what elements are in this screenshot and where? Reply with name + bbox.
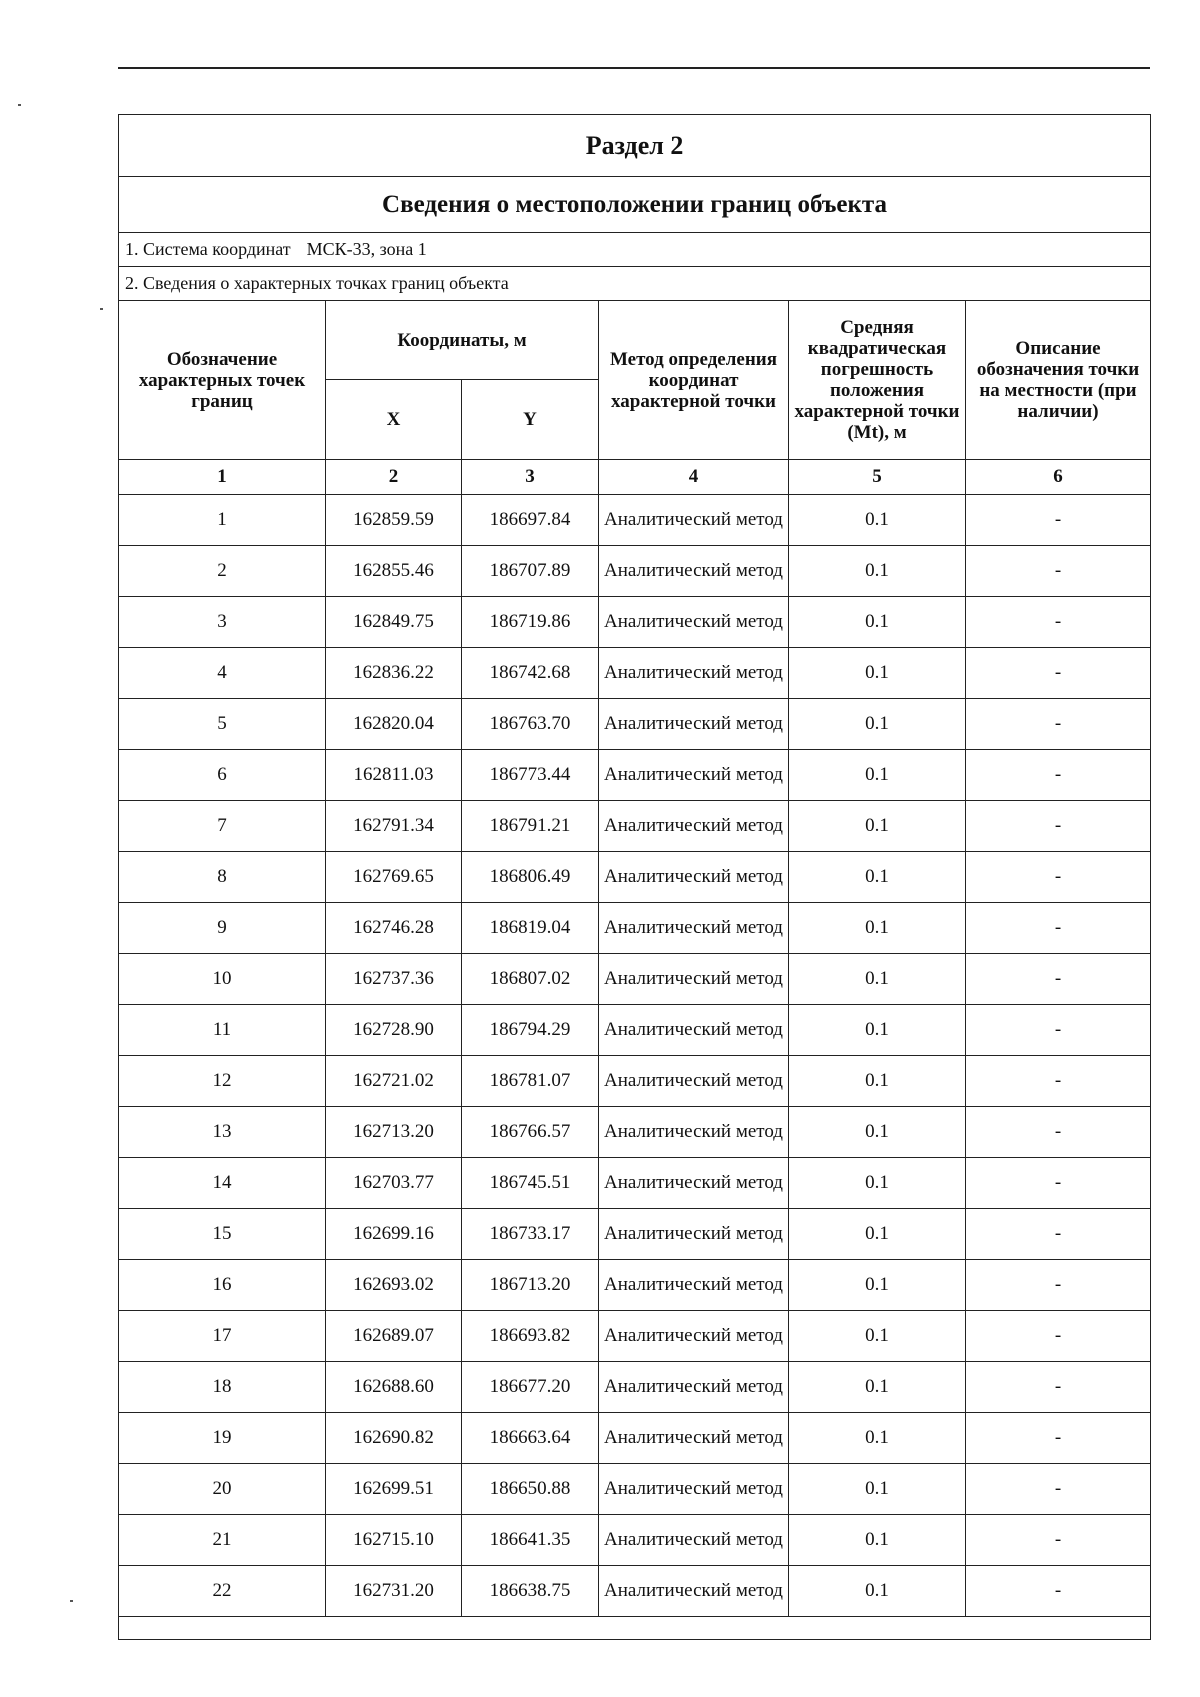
- method-cell: [599, 648, 789, 699]
- closing-empty-row: [119, 1617, 1151, 1640]
- margin-mark: [70, 1600, 73, 1602]
- point-number-cell: 4: [119, 648, 326, 699]
- coord-x-cell: 162703.77: [326, 1158, 462, 1209]
- header-method: Метод определения координат характерной точки: [599, 301, 789, 460]
- coord-y-cell: 186677.20: [462, 1362, 599, 1413]
- method-line: Аналитический метод: [604, 662, 783, 683]
- method-cell: [599, 954, 789, 1005]
- table-row: [119, 597, 1151, 648]
- mt-cell: 0.1: [789, 750, 966, 801]
- table-row: [119, 1158, 1151, 1209]
- point-number-cell: 1: [119, 495, 326, 546]
- mt-cell: 0.1: [789, 1158, 966, 1209]
- point-number-cell: 2: [119, 546, 326, 597]
- description-cell: -: [966, 1413, 1151, 1464]
- description-cell: -: [966, 597, 1151, 648]
- header-x: X: [326, 380, 462, 460]
- coord-x-cell: 162836.22: [326, 648, 462, 699]
- point-number-cell: 7: [119, 801, 326, 852]
- method-line: Аналитический метод: [604, 1478, 783, 1499]
- description-cell: -: [966, 1464, 1151, 1515]
- method-line: Аналитический метод: [604, 560, 783, 581]
- description-cell: -: [966, 954, 1151, 1005]
- coord-x-cell: 162859.59: [326, 495, 462, 546]
- mt-cell: 0.1: [789, 1311, 966, 1362]
- empty-cell: [119, 1617, 1151, 1640]
- coord-y-cell: 186745.51: [462, 1158, 599, 1209]
- coord-y-cell: 186763.70: [462, 699, 599, 750]
- coord-x-cell: 162769.65: [326, 852, 462, 903]
- method-line: Аналитический метод: [604, 968, 783, 989]
- column-number: 5: [789, 460, 966, 495]
- coord-y-cell: 186742.68: [462, 648, 599, 699]
- mt-cell: 0.1: [789, 495, 966, 546]
- method-cell: [599, 1158, 789, 1209]
- method-cell: [599, 1311, 789, 1362]
- method-line: Аналитический метод: [604, 1070, 783, 1091]
- point-number-cell: 20: [119, 1464, 326, 1515]
- table-row: [119, 546, 1151, 597]
- point-number-cell: 8: [119, 852, 326, 903]
- section-subtitle: Сведения о местоположении границ объекта: [119, 177, 1151, 233]
- point-number-cell: 5: [119, 699, 326, 750]
- description-cell: -: [966, 1158, 1151, 1209]
- table-row: [119, 1464, 1151, 1515]
- header-coordinates: Координаты, м: [326, 301, 599, 380]
- method-cell: [599, 801, 789, 852]
- point-number-cell: 17: [119, 1311, 326, 1362]
- method-cell: [599, 1464, 789, 1515]
- coord-x-cell: 162855.46: [326, 546, 462, 597]
- mt-cell: 0.1: [789, 1107, 966, 1158]
- coord-x-cell: 162715.10: [326, 1515, 462, 1566]
- method-cell: [599, 546, 789, 597]
- coord-x-cell: 162713.20: [326, 1107, 462, 1158]
- coord-x-cell: 162820.04: [326, 699, 462, 750]
- description-cell: -: [966, 546, 1151, 597]
- method-cell: [599, 495, 789, 546]
- method-line: Аналитический метод: [604, 1172, 783, 1193]
- coord-y-cell: 186807.02: [462, 954, 599, 1005]
- mt-cell: 0.1: [789, 852, 966, 903]
- mt-cell: 0.1: [789, 546, 966, 597]
- method-cell: [599, 1362, 789, 1413]
- coord-y-cell: 186641.35: [462, 1515, 599, 1566]
- section-title: Раздел 2: [119, 115, 1151, 177]
- mt-cell: 0.1: [789, 1056, 966, 1107]
- header-error: Средняя квадратическая погрешность положения характерной точки (Mt), м: [789, 301, 966, 460]
- header-y: Y: [462, 380, 599, 460]
- coord-x-cell: 162728.90: [326, 1005, 462, 1056]
- description-cell: -: [966, 750, 1151, 801]
- table-row: [119, 852, 1151, 903]
- point-number-cell: 9: [119, 903, 326, 954]
- coord-y-cell: 186766.57: [462, 1107, 599, 1158]
- margin-mark: [18, 104, 21, 106]
- mt-cell: 0.1: [789, 1005, 966, 1056]
- table-row: [119, 750, 1151, 801]
- coord-x-cell: 162721.02: [326, 1056, 462, 1107]
- description-cell: -: [966, 1362, 1151, 1413]
- method-cell: [599, 903, 789, 954]
- method-cell: [599, 1005, 789, 1056]
- description-cell: -: [966, 1515, 1151, 1566]
- coord-y-cell: 186733.17: [462, 1209, 599, 1260]
- method-line: Аналитический метод: [604, 1376, 783, 1397]
- column-number: 3: [462, 460, 599, 495]
- method-line: Аналитический метод: [604, 815, 783, 836]
- method-cell: [599, 1413, 789, 1464]
- table-row: [119, 1311, 1151, 1362]
- method-line: Аналитический метод: [604, 509, 783, 530]
- point-number-cell: 19: [119, 1413, 326, 1464]
- column-number: 4: [599, 460, 789, 495]
- method-cell: [599, 1260, 789, 1311]
- description-cell: -: [966, 1107, 1151, 1158]
- coord-y-cell: 186697.84: [462, 495, 599, 546]
- column-number: 6: [966, 460, 1151, 495]
- point-number-cell: 14: [119, 1158, 326, 1209]
- table-row: [119, 1413, 1151, 1464]
- description-cell: -: [966, 1260, 1151, 1311]
- mt-cell: 0.1: [789, 1464, 966, 1515]
- mt-cell: 0.1: [789, 597, 966, 648]
- mt-cell: 0.1: [789, 801, 966, 852]
- coord-y-cell: 186638.75: [462, 1566, 599, 1617]
- description-cell: -: [966, 1056, 1151, 1107]
- table-row: [119, 495, 1151, 546]
- description-cell: -: [966, 699, 1151, 750]
- coord-y-cell: 186707.89: [462, 546, 599, 597]
- table-row: [119, 1362, 1151, 1413]
- mt-cell: 0.1: [789, 1413, 966, 1464]
- method-line: Аналитический метод: [604, 1121, 783, 1142]
- coord-system-line: [119, 233, 1151, 267]
- column-number: 1: [119, 460, 326, 495]
- point-number-cell: 13: [119, 1107, 326, 1158]
- coord-x-cell: 162689.07: [326, 1311, 462, 1362]
- mt-cell: 0.1: [789, 954, 966, 1005]
- method-cell: [599, 1566, 789, 1617]
- coord-x-cell: 162849.75: [326, 597, 462, 648]
- description-cell: -: [966, 852, 1151, 903]
- method-line: Аналитический метод: [604, 1274, 783, 1295]
- coord-x-cell: 162690.82: [326, 1413, 462, 1464]
- coord-y-cell: 186819.04: [462, 903, 599, 954]
- point-number-cell: 18: [119, 1362, 326, 1413]
- table-row: [119, 801, 1151, 852]
- boundary-points-sheet: [118, 114, 1151, 1640]
- coord-x-cell: 162737.36: [326, 954, 462, 1005]
- point-number-cell: 15: [119, 1209, 326, 1260]
- method-line: Аналитический метод: [604, 1580, 783, 1601]
- method-cell: [599, 852, 789, 903]
- coord-y-cell: 186713.20: [462, 1260, 599, 1311]
- header-description: Описание обозначения точки на местности (при наличии): [966, 301, 1151, 460]
- table-row: [119, 1209, 1151, 1260]
- method-line: Аналитический метод: [604, 1529, 783, 1550]
- method-line: Аналитический метод: [604, 917, 783, 938]
- table-row: [119, 1056, 1151, 1107]
- coord-system-value: МСК-33, зона 1: [306, 239, 427, 259]
- method-line: Аналитический метод: [604, 764, 783, 785]
- table-row: [119, 903, 1151, 954]
- points-heading: 2. Сведения о характерных точках границ объекта: [119, 267, 1151, 301]
- point-number-cell: 3: [119, 597, 326, 648]
- coord-y-cell: 186791.21: [462, 801, 599, 852]
- coord-x-cell: 162699.16: [326, 1209, 462, 1260]
- coord-y-cell: 186663.64: [462, 1413, 599, 1464]
- coord-y-cell: 186693.82: [462, 1311, 599, 1362]
- point-number-cell: 22: [119, 1566, 326, 1617]
- table-row: [119, 699, 1151, 750]
- table-row: [119, 1260, 1151, 1311]
- point-number-cell: 6: [119, 750, 326, 801]
- mt-cell: 0.1: [789, 648, 966, 699]
- method-cell: [599, 1107, 789, 1158]
- table-row: [119, 1107, 1151, 1158]
- coord-x-cell: 162791.34: [326, 801, 462, 852]
- point-number-cell: 21: [119, 1515, 326, 1566]
- point-number-cell: 11: [119, 1005, 326, 1056]
- method-cell: [599, 597, 789, 648]
- method-line: Аналитический метод: [604, 1223, 783, 1244]
- description-cell: -: [966, 1311, 1151, 1362]
- header-designation: Обозначение характерных точек границ: [119, 301, 326, 460]
- coord-y-cell: 186806.49: [462, 852, 599, 903]
- method-cell: [599, 750, 789, 801]
- coord-y-cell: 186773.44: [462, 750, 599, 801]
- coord-y-cell: 186781.07: [462, 1056, 599, 1107]
- top-rule: [118, 67, 1150, 69]
- description-cell: -: [966, 648, 1151, 699]
- description-cell: -: [966, 1566, 1151, 1617]
- method-line: Аналитический метод: [604, 1325, 783, 1346]
- coord-x-cell: 162746.28: [326, 903, 462, 954]
- method-line: Аналитический метод: [604, 1427, 783, 1448]
- margin-mark: [100, 308, 103, 310]
- description-cell: -: [966, 801, 1151, 852]
- description-cell: -: [966, 1209, 1151, 1260]
- coord-x-cell: 162811.03: [326, 750, 462, 801]
- method-cell: [599, 1056, 789, 1107]
- mt-cell: 0.1: [789, 903, 966, 954]
- table-row: [119, 648, 1151, 699]
- mt-cell: 0.1: [789, 699, 966, 750]
- mt-cell: 0.1: [789, 1260, 966, 1311]
- coord-x-cell: 162699.51: [326, 1464, 462, 1515]
- coord-y-cell: 186794.29: [462, 1005, 599, 1056]
- coord-system-label: 1. Система координат: [125, 239, 291, 259]
- method-line: Аналитический метод: [604, 611, 783, 632]
- mt-cell: 0.1: [789, 1515, 966, 1566]
- method-line: Аналитический метод: [604, 866, 783, 887]
- table-row: [119, 1515, 1151, 1566]
- column-number-row: [119, 460, 1151, 495]
- mt-cell: 0.1: [789, 1362, 966, 1413]
- coord-x-cell: 162731.20: [326, 1566, 462, 1617]
- method-cell: [599, 1209, 789, 1260]
- description-cell: -: [966, 903, 1151, 954]
- point-number-cell: 16: [119, 1260, 326, 1311]
- method-cell: [599, 1515, 789, 1566]
- mt-cell: 0.1: [789, 1209, 966, 1260]
- point-number-cell: 10: [119, 954, 326, 1005]
- method-line: Аналитический метод: [604, 713, 783, 734]
- description-cell: -: [966, 495, 1151, 546]
- point-number-cell: 12: [119, 1056, 326, 1107]
- method-cell: [599, 699, 789, 750]
- table-row: [119, 1566, 1151, 1617]
- table-row: [119, 1005, 1151, 1056]
- mt-cell: 0.1: [789, 1566, 966, 1617]
- column-number: 2: [326, 460, 462, 495]
- coord-y-cell: 186650.88: [462, 1464, 599, 1515]
- method-line: Аналитический метод: [604, 1019, 783, 1040]
- table-row: [119, 954, 1151, 1005]
- coord-x-cell: 162688.60: [326, 1362, 462, 1413]
- coord-x-cell: 162693.02: [326, 1260, 462, 1311]
- description-cell: -: [966, 1005, 1151, 1056]
- coord-y-cell: 186719.86: [462, 597, 599, 648]
